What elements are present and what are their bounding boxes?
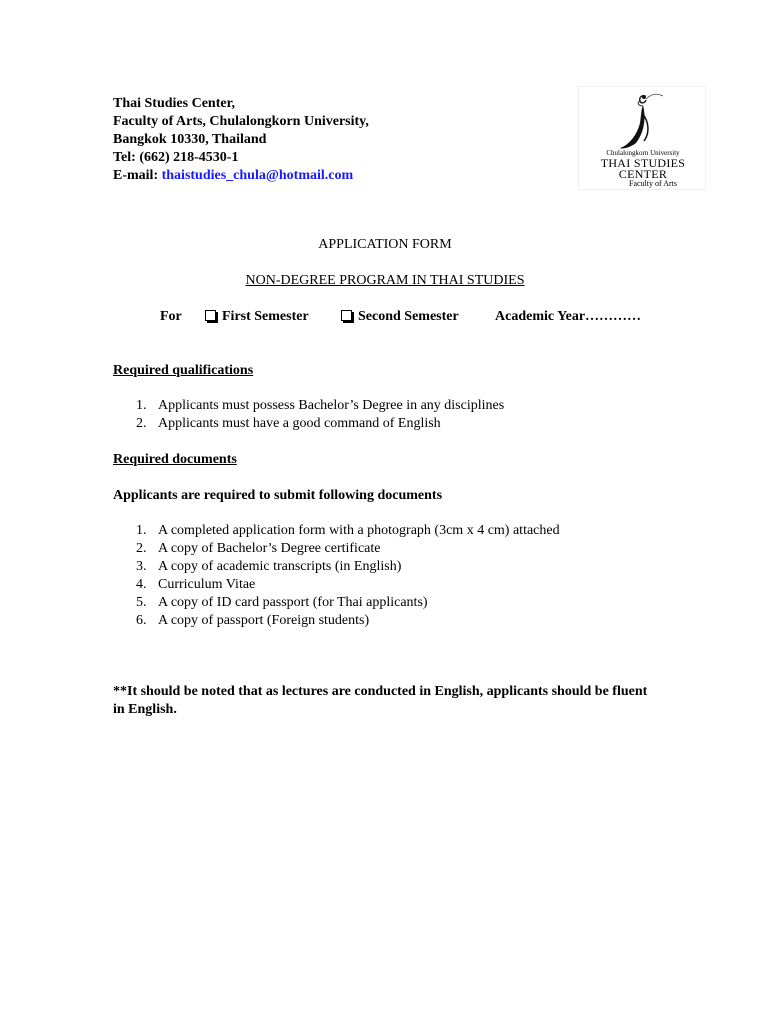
email-label: E-mail: [113, 168, 162, 183]
list-item: 3. A copy of academic transcripts (in English) [136, 559, 402, 574]
first-semester-option[interactable] [205, 308, 309, 326]
first-semester-label: First Semester [222, 309, 309, 324]
email-link[interactable]: thaistudies_chula@hotmail.com [161, 168, 354, 183]
documents-instruction: Applicants are required to submit following documents [113, 488, 443, 503]
list-item: 5. A copy of ID card passport (for Thai applicants) [136, 595, 428, 610]
address-line-city: Bangkok 10330, Thailand [113, 132, 267, 147]
address-line-email [113, 167, 369, 185]
thai-studies-center-logo [578, 86, 706, 190]
list-item: 1. A completed application form with a photograph (3cm x 4 cm) attached [136, 523, 560, 538]
qualifications-list [113, 397, 504, 433]
center-address [113, 95, 369, 185]
academic-year-field[interactable]: Academic Year………… [495, 309, 642, 324]
language-note: **It should be noted that as lectures are conducted in English, applicants should be fluent in English. [113, 684, 648, 717]
documents-heading: Required documents [113, 452, 237, 467]
list-item: 4. Curriculum Vitae [136, 577, 256, 592]
list-item: 6. A copy of passport (Foreign students) [136, 613, 370, 628]
logo-university: Chulalongkorn University [606, 149, 680, 157]
second-semester-option[interactable] [341, 308, 459, 326]
semester-for-label: For [160, 309, 182, 324]
logo-name-line2: CENTER [618, 167, 668, 181]
logo-faculty: Faculty of Arts [629, 179, 677, 188]
second-semester-label: Second Semester [358, 309, 459, 324]
qualifications-heading: Required qualifications [113, 363, 254, 378]
address-line-faculty: Faculty of Arts, Chulalongkorn University, [113, 114, 369, 129]
form-title: APPLICATION FORM [318, 237, 452, 252]
list-item: 2. A copy of Bachelor’s Degree certificate [136, 541, 381, 556]
list-item: 2. Applicants must have a good command of English [136, 416, 441, 431]
address-line-tel: Tel: (662) 218-4530-1 [113, 150, 239, 165]
documents-list [113, 522, 560, 630]
program-title: NON-DEGREE PROGRAM IN THAI STUDIES [245, 273, 525, 288]
first-semester-checkbox[interactable] [205, 310, 216, 321]
second-semester-checkbox[interactable] [341, 310, 352, 321]
list-item: 1. Applicants must possess Bachelor’s Degree in any disciplines [136, 398, 505, 413]
logo-name-line1: THAI STUDIES [600, 156, 686, 170]
bird-emblem-icon [619, 91, 667, 151]
address-line-center: Thai Studies Center, [113, 96, 236, 111]
